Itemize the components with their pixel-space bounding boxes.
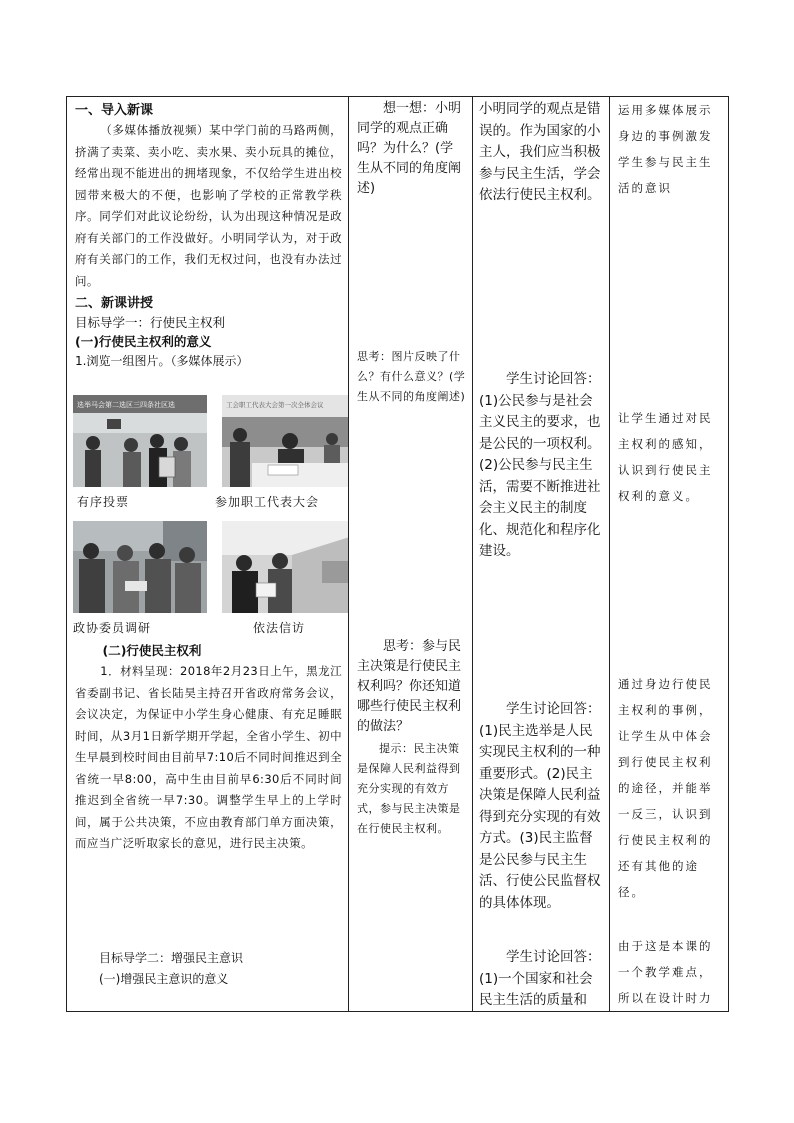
subsection-awareness-heading: (一)增强民主意识的意义 (99, 972, 229, 986)
hint-text: 提示：民主决策是保障人民利益得到充分实现的有效方式，参与民主决策是在行使民主权利。 (357, 742, 461, 835)
photo-petition-by-law (222, 521, 349, 613)
design-intent-column (610, 97, 730, 1011)
intent-note-4: 由于这是本课的一个教学难点，所以在设计时力 (618, 939, 713, 1005)
caption-cppcc-research: 政协委员调研 (73, 621, 152, 635)
svg-text:工会职工代表大会第一次全体会议: 工会职工代表大会第一次全体会议 (226, 401, 324, 409)
intent-note-1: 运用多媒体展示身边的事例激发学生参与民主生活的意识 (618, 103, 713, 195)
answer-column (473, 97, 610, 1011)
photo-workers-congress (222, 395, 349, 487)
answer-xiaoming: 小明同学的观点是错误的。作为国家的小主人，我们应当积极参与民主生活，学会依法行使民主权利。 (479, 101, 601, 203)
answer-democratic-forms: (1)民主选举是人民实现民主权利的一种重要形式。(2)民主决策是保障人民利益得到充分实现的有效方式。(3)民主监督是公民参与民主生活、行使公民监督权的具体体现。 (479, 722, 601, 911)
section-title-intro: 一、导入新课 (75, 103, 154, 118)
student-activity-column (349, 97, 473, 1011)
subsection-meaning-heading: (一)行使民主权利的意义 (75, 334, 212, 349)
section-title-new-lesson: 二、新课讲授 (75, 296, 154, 311)
goal-two-heading: 目标导学二：增强民主意识 (99, 951, 244, 965)
discussion-label-3: 学生讨论回答： (506, 949, 601, 965)
intent-note-2: 让学生通过对民主权利的感知，认识到行使民主权利的意义。 (618, 411, 713, 503)
caption-orderly-voting: 有序投票 (77, 495, 130, 509)
photo-cppcc-research (73, 521, 207, 613)
browse-pictures-item: 1.浏览一组图片。（多媒体展示） (75, 354, 249, 368)
intent-note-3: 通过身边行使民主权利的事例，让学生从中体会到行使民主权利的途径，并能举一反三，认识到行使民主权利的还有其他的途径。 (618, 677, 713, 899)
intro-scenario-text: （多媒体播放视频）某中学门前的马路两侧，挤满了卖菜、卖小吃、卖水果、卖小玩具的摊位，经常出现不能进出的拥堵现象，不仅给学生进出校园带来极大的不便，也影响了学校的正常教学秩序。同学们对此议论纷纷，认为出现这种情况是政府有关部门的工作没做好。小明同学认为，对于政府有关部门的工作，我们无权过问，也没有办法过问。 (75, 123, 342, 288)
goal-one-heading: 目标导学一：行使民主权利 (75, 315, 226, 330)
discussion-label-1: 学生讨论回答： (506, 371, 601, 387)
lesson-plan-table (66, 96, 729, 1012)
discussion-label-2: 学生讨论回答： (506, 701, 601, 717)
material-text: 1．材料呈现：2018年2月23日上午，黑龙江省委副书记、省长陆昊主持召开省政府常务会议，会议决定，为保证中小学生身心健康、有充足睡眠时间，从3月1日新学期开学起，全省小学生、初中生早晨到校时间由目前早7:10后不同时间推迟到全省统一早8:00，高中生由目前早6:30后不同时间推迟到全省统一早7:30。调整学生早上的上学时间，属于公共决策，不应由教育部门单方面决策，而应当广泛听取家长的意见，进行民主决策。 (75, 664, 342, 850)
think-question-1: 想一想：小明同学的观点正确吗？为什么？(学生从不同的角度阐述) (357, 101, 462, 196)
subsection-exercise-heading: (二)行使民主权利 (102, 643, 202, 658)
think-question-2: 思考：图片反映了什么？有什么意义？(学生从不同的角度阐述) (357, 350, 466, 403)
answer-participation-2: (2)公民参与民主生活，需要不断推进社会主义民主的制度化、规范化和程序化建设。 (479, 457, 601, 559)
caption-petition-by-law: 依法信访 (253, 621, 306, 635)
svg-text:选举马会第二选区三四条社区选: 选举马会第二选区三四条社区选 (77, 401, 175, 409)
answer-awareness: (1)一个国家和社会民主生活的质量和 (479, 970, 593, 1008)
photo-orderly-voting (73, 395, 207, 487)
think-question-3: 思考：参与民主决策是行使民主权利吗？你还知道哪些行使民主权利的做法？ (357, 639, 462, 734)
teaching-content-column (67, 97, 349, 1011)
caption-workers-congress: 参加职工代表大会 (215, 495, 320, 509)
answer-participation-1: (1)公民参与是社会主义民主的要求，也是公民的一项权利。 (479, 392, 601, 452)
